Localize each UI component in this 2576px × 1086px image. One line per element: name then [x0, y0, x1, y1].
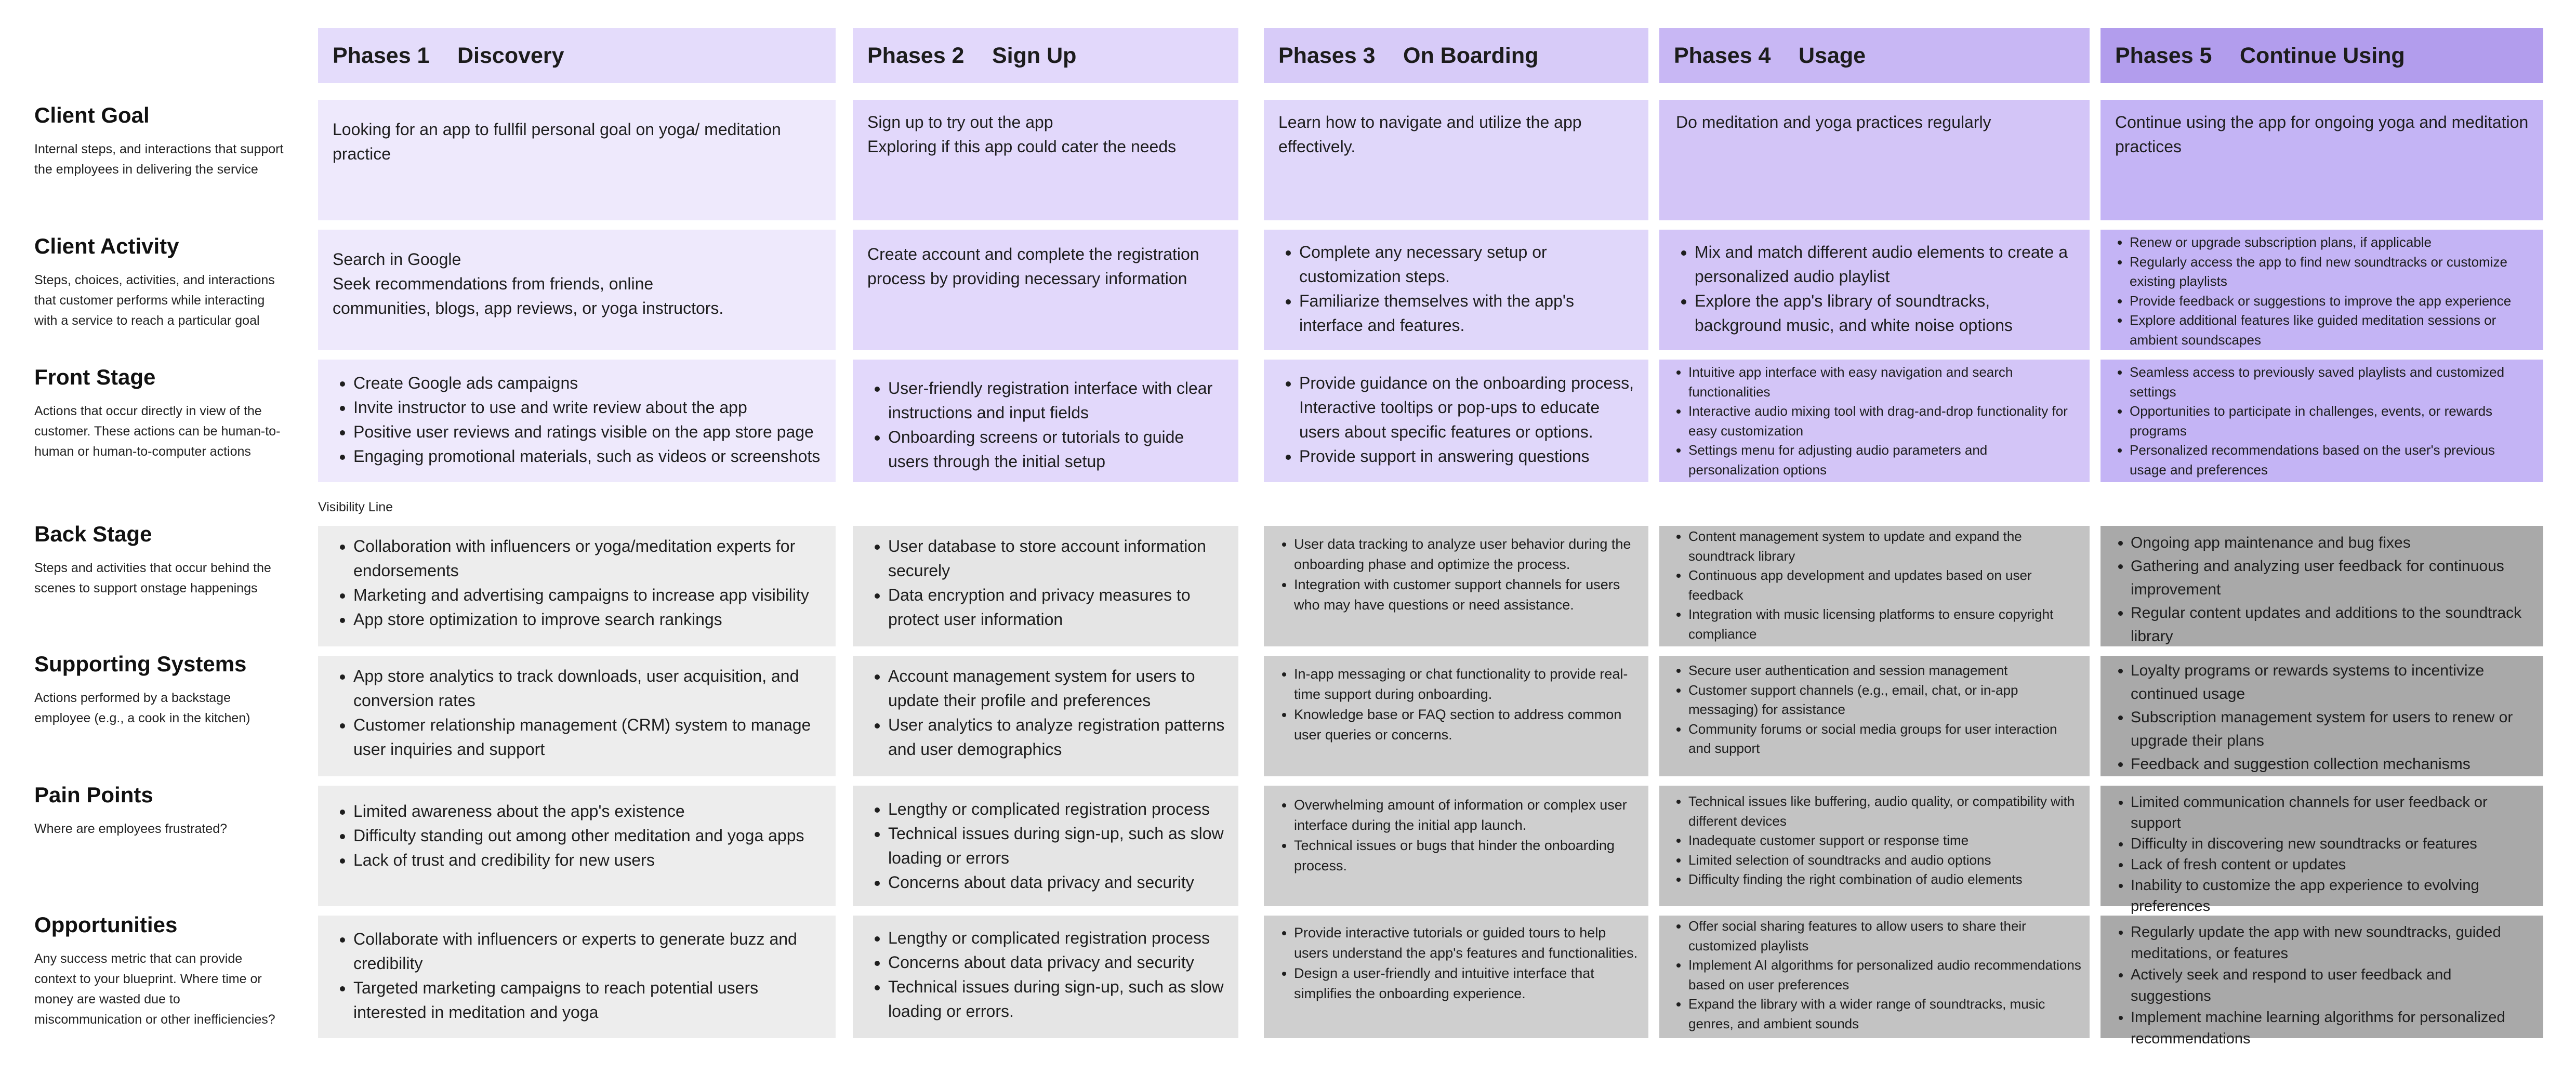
bullet-item: • Technical issues like buffering, audio quality, or compatibility with different devices: [1688, 792, 2081, 831]
cell-front-stage-phase-2: [853, 360, 1238, 482]
cell-back-stage-phase-2: [853, 526, 1238, 646]
bullet-item: • Lengthy or complicated registration process: [888, 797, 1226, 822]
row-label-description: Actions that occur directly in view of the customer. These actions can be human-to-human or human-to-computer actions: [34, 404, 281, 459]
cell-client-activity-phase-4: [1659, 230, 2090, 350]
cell-front-stage-phase-4: [1659, 360, 2090, 482]
bullet-item: • Technical issues during sign-up, such as slow loading or errors.: [888, 975, 1226, 1024]
bullet-item: • Feedback and suggestion collection mechanisms: [2131, 752, 2534, 776]
cell-pain-points-phase-4: [1659, 786, 2090, 906]
cell-text: Exploring if this app could cater the needs: [867, 137, 1177, 156]
cell-supporting-systems-phase-5: [2101, 656, 2543, 776]
cell-text: Create account and complete the registration process by providing necessary information: [867, 245, 1199, 288]
bullet-item: • Limited communication channels for user feedback or support: [2131, 792, 2534, 833]
cell-back-stage-phase-1: [318, 526, 836, 646]
bullet-item: • Mix and match different audio elements to create a personalized audio playlist: [1695, 240, 2077, 289]
bullet-item: • Concerns about data privacy and security: [888, 870, 1226, 895]
cell-pain-points-phase-3: [1264, 786, 1648, 906]
bullet-item: • Invite instructor to use and write review about the app: [353, 395, 823, 420]
cell-text: Continue using the app for ongoing yoga and meditation practices: [2115, 113, 2529, 156]
visibility-line-label: Visibility Line: [318, 500, 393, 514]
phase-header-1: [318, 28, 836, 83]
cell-opportunities-phase-4: [1659, 916, 2090, 1038]
bullet-item: • Difficulty in discovering new soundtracks or features: [2131, 833, 2534, 854]
phase-number: Phases 1: [333, 43, 430, 68]
bullet-item: • Limited awareness about the app's existence: [353, 799, 823, 824]
bullet-item: • Lack of trust and credibility for new users: [353, 848, 823, 872]
bullet-item: • Renew or upgrade subscription plans, if applicable: [2130, 233, 2535, 253]
bullet-item: • Collaboration with influencers or yoga/meditation experts for endorsements: [353, 534, 823, 583]
bullet-item: • Customer support channels (e.g., email, chat, or in-app messaging) for assistance: [1688, 681, 2081, 720]
cell-back-stage-phase-4: [1659, 526, 2090, 646]
bullet-item: • Settings menu for adjusting audio parameters and personalization options: [1688, 441, 2081, 480]
bullet-item: • Community forums or social media groups for user interaction and support: [1688, 720, 2081, 759]
phase-number: Phases 3: [1278, 43, 1376, 68]
cell-client-goal-phase-5: [2101, 100, 2543, 220]
bullet-item: • Content management system to update and expand the soundtrack library: [1688, 527, 2081, 566]
row-label-pain-points: [34, 783, 284, 839]
cell-supporting-systems-phase-1: [318, 656, 836, 776]
bullet-item: • Lengthy or complicated registration process: [888, 926, 1226, 950]
bullet-item: • Opportunities to participate in challenges, events, or rewards programs: [2130, 402, 2535, 441]
phase-number: Phases 5: [2115, 43, 2212, 68]
phase-header-4: [1659, 28, 2090, 83]
bullet-item: • Continuous app development and updates based on user feedback: [1688, 566, 2081, 605]
cell-client-activity-phase-3: [1264, 230, 1648, 350]
bullet-item: • Interactive audio mixing tool with drag-and-drop functionality for easy customization: [1688, 402, 2081, 441]
bullet-item: • In-app messaging or chat functionality to provide real-time support during onboarding.: [1294, 664, 1639, 705]
row-label-title: Front Stage: [34, 365, 156, 389]
bullet-item: • Intuitive app interface with easy navigation and search functionalities: [1688, 363, 2081, 402]
bullet-item: • Inability to customize the app experience to evolving preferences: [2131, 875, 2534, 917]
bullet-item: • Provide interactive tutorials or guided tours to help users understand the app's features and functionalities.: [1294, 923, 1639, 963]
cell-text: Sign up to try out the app: [867, 113, 1053, 131]
cell-text: Do meditation and yoga practices regularly: [1676, 113, 1991, 131]
cell-opportunities-phase-2: [853, 916, 1238, 1038]
cell-opportunities-phase-5: [2101, 916, 2543, 1047]
row-label-supporting-systems: [34, 652, 284, 729]
bullet-item: • Loyalty programs or rewards systems to incentivize continued usage: [2131, 659, 2534, 706]
bullet-item: • Integration with music licensing platforms to ensure copyright compliance: [1688, 605, 2081, 644]
bullet-item: • Actively seek and respond to user feedback and suggestions: [2131, 964, 2534, 1007]
bullet-item: • Expand the library with a wider range of soundtracks, music genres, and ambient sounds: [1688, 995, 2081, 1034]
bullet-item: • Provide guidance on the onboarding process, Interactive tooltips or pop-ups to educate users about specific features or options.: [1299, 371, 1636, 444]
phase-number: Phases 4: [1674, 43, 1771, 68]
bullet-item: • Create Google ads campaigns: [353, 371, 823, 395]
bullet-item: • Design a user-friendly and intuitive interface that simplifies the onboarding experience.: [1294, 963, 1639, 1004]
cell-client-activity-phase-5: [2101, 230, 2543, 350]
bullet-item: • Difficulty finding the right combination of audio elements: [1688, 870, 2081, 890]
bullet-item: • Provide feedback or suggestions to improve the app experience: [2130, 292, 2535, 311]
cell-pain-points-phase-1: [318, 786, 836, 906]
bullet-item: • Targeted marketing campaigns to reach potential users interested in meditation and yoga: [353, 976, 823, 1025]
phase-header-3: [1264, 28, 1648, 83]
bullet-item: • Customer relationship management (CRM) system to manage user inquiries and support: [353, 713, 823, 762]
bullet-item: • Familiarize themselves with the app's interface and features.: [1299, 289, 1636, 338]
bullet-item: • Explore additional features like guided meditation sessions or ambient soundscapes: [2130, 311, 2535, 350]
bullet-item: • App store optimization to improve search rankings: [353, 607, 823, 632]
bullet-item: • Data encryption and privacy measures to protect user information: [888, 583, 1226, 632]
row-label-title: Supporting Systems: [34, 652, 247, 676]
bullet-item: • Regularly update the app with new soundtracks, guided meditations, or features: [2131, 922, 2534, 964]
cell-text: Looking for an app to fullfil personal goal on yoga/ meditation practice: [333, 120, 781, 163]
bullet-item: • Regular content updates and additions to the soundtrack library: [2131, 601, 2534, 648]
row-label-client-activity: [34, 234, 284, 331]
row-label-description: Steps, choices, activities, and interactions that customer performs while interacting with a service to reach a particular goal: [34, 273, 275, 328]
bullet-item: • Personalized recommendations based on the user's previous usage and preferences: [2130, 441, 2535, 480]
phase-header-5: [2101, 28, 2543, 83]
bullet-item: • Collaborate with influencers or experts to generate buzz and credibility: [353, 927, 823, 976]
bullet-item: • Ongoing app maintenance and bug fixes: [2131, 531, 2534, 554]
phase-name: Usage: [1799, 43, 1866, 68]
cell-back-stage-phase-5: [2101, 526, 2543, 646]
row-label-description: Actions performed by a backstage employee (e.g., a cook in the kitchen): [34, 691, 250, 725]
cell-back-stage-phase-3: [1264, 526, 1648, 646]
bullet-item: • Lack of fresh content or updates: [2131, 854, 2534, 875]
cell-front-stage-phase-1: [318, 360, 836, 482]
phase-header-2: [853, 28, 1238, 83]
row-label-back-stage: [34, 522, 284, 599]
phase-name: Sign Up: [992, 43, 1077, 68]
phase-number: Phases 2: [867, 43, 965, 68]
phase-name: Discovery: [457, 43, 564, 68]
cell-text: Search in Google: [333, 250, 461, 269]
bullet-item: • Implement machine learning algorithms for personalized recommendations: [2131, 1007, 2534, 1050]
bullet-item: • Knowledge base or FAQ section to address common user queries or concerns.: [1294, 705, 1639, 745]
cell-supporting-systems-phase-4: [1659, 656, 2090, 776]
bullet-item: • Technical issues during sign-up, such as slow loading or errors: [888, 822, 1226, 870]
bullet-item: • Positive user reviews and ratings visible on the app store page: [353, 420, 823, 444]
bullet-item: • Difficulty standing out among other meditation and yoga apps: [353, 824, 823, 848]
row-label-opportunities: [34, 912, 284, 1030]
cell-client-goal-phase-4: [1659, 100, 2090, 220]
row-label-title: Opportunities: [34, 912, 178, 937]
bullet-item: • App store analytics to track downloads, user acquisition, and conversion rates: [353, 664, 823, 713]
row-label-description: Steps and activities that occur behind the scenes to support onstage happenings: [34, 561, 271, 595]
cell-supporting-systems-phase-3: [1264, 656, 1648, 776]
bullet-item: • User analytics to analyze registration patterns and user demographics: [888, 713, 1226, 762]
bullet-item: • Integration with customer support channels for users who may have questions or need assistance.: [1294, 575, 1639, 615]
bullet-item: • Marketing and advertising campaigns to increase app visibility: [353, 583, 823, 607]
bullet-item: • Engaging promotional materials, such as videos or screenshots: [353, 444, 823, 469]
cell-pain-points-phase-2: [853, 786, 1238, 906]
bullet-item: • Provide support in answering questions: [1299, 444, 1636, 469]
row-label-description: Where are employees frustrated?: [34, 822, 228, 836]
bullet-item: • Seamless access to previously saved playlists and customized settings: [2130, 363, 2535, 402]
bullet-item: • Account management system for users to update their profile and preferences: [888, 664, 1226, 713]
row-label-title: Back Stage: [34, 522, 152, 546]
row-label-front-stage: [34, 365, 284, 462]
cell-client-activity-phase-1: [318, 230, 836, 350]
bullet-item: • User-friendly registration interface with clear instructions and input fields: [888, 376, 1226, 425]
cell-pain-points-phase-5: [2101, 786, 2543, 915]
cell-text: Learn how to navigate and utilize the app effectively.: [1278, 113, 1582, 156]
bullet-item: • Implement AI algorithms for personalized audio recommendations based on user preferences: [1688, 956, 2081, 995]
cell-supporting-systems-phase-2: [853, 656, 1238, 776]
cell-text: Seek recommendations from friends, online communities, blogs, app reviews, or yoga instructors.: [333, 274, 724, 317]
bullet-item: • User data tracking to analyze user behavior during the onboarding phase and optimize the process.: [1294, 534, 1639, 575]
row-label-client-goal: [34, 103, 284, 180]
row-label-title: Client Goal: [34, 103, 150, 127]
row-label-description: Internal steps, and interactions that support the employees in delivering the service: [34, 142, 284, 177]
bullet-item: • Gathering and analyzing user feedback for continuous improvement: [2131, 554, 2534, 601]
cell-client-goal-phase-3: [1264, 100, 1648, 220]
cell-front-stage-phase-5: [2101, 360, 2543, 482]
cell-front-stage-phase-3: [1264, 360, 1648, 482]
bullet-item: • User database to store account information securely: [888, 534, 1226, 583]
bullet-item: • Technical issues or bugs that hinder the onboarding process.: [1294, 836, 1639, 876]
bullet-item: • Subscription management system for users to renew or upgrade their plans: [2131, 706, 2534, 752]
phase-name: On Boarding: [1403, 43, 1539, 68]
row-label-title: Client Activity: [34, 234, 179, 258]
bullet-item: • Limited selection of soundtracks and audio options: [1688, 851, 2081, 870]
bullet-item: • Secure user authentication and session management: [1688, 661, 2081, 681]
bullet-item: • Regularly access the app to find new soundtracks or customize existing playlists: [2130, 253, 2535, 292]
cell-client-goal-phase-2: [853, 100, 1238, 220]
bullet-item: • Onboarding screens or tutorials to guide users through the initial setup: [888, 425, 1226, 474]
bullet-item: • Inadequate customer support or response time: [1688, 831, 2081, 851]
row-label-description: Any success metric that can provide context to your blueprint. Where time or money are wasted due to miscommunication or other inefficiencies?: [34, 951, 275, 1027]
bullet-item: • Overwhelming amount of information or complex user interface during the initial app launch.: [1294, 795, 1639, 836]
bullet-item: • Offer social sharing features to allow users to share their customized playlists: [1688, 917, 2081, 956]
cell-client-activity-phase-2: [853, 230, 1238, 350]
bullet-item: • Explore the app's library of soundtracks, background music, and white noise options: [1695, 289, 2077, 338]
bullet-item: • Concerns about data privacy and security: [888, 950, 1226, 975]
bullet-item: • Complete any necessary setup or customization steps.: [1299, 240, 1636, 289]
cell-client-goal-phase-1: [318, 100, 836, 220]
cell-opportunities-phase-1: [318, 916, 836, 1038]
row-label-title: Pain Points: [34, 783, 153, 807]
cell-opportunities-phase-3: [1264, 916, 1648, 1038]
phase-name: Continue Using: [2240, 43, 2405, 68]
